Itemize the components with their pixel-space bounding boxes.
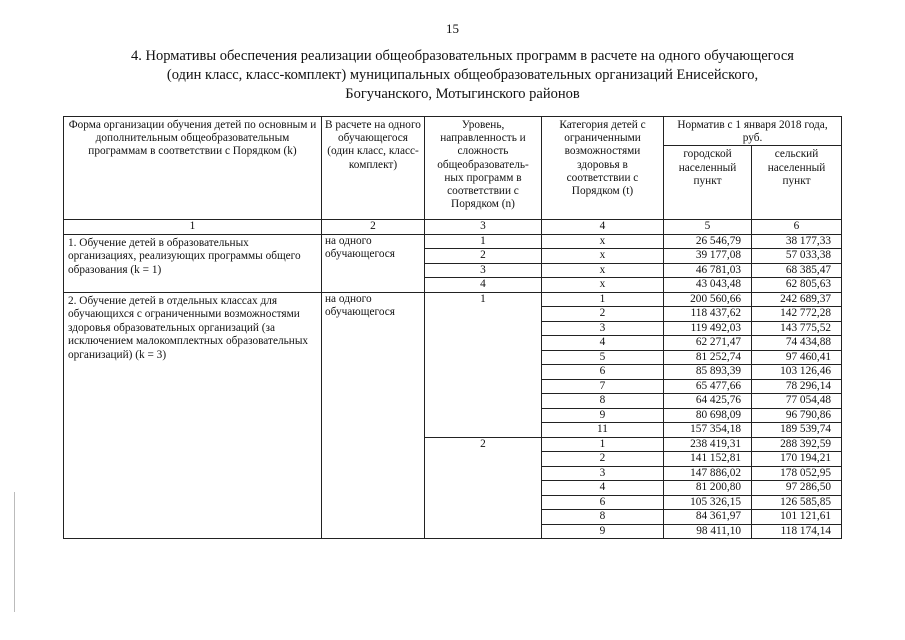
heading-line-2: (один класс, класс-комплект) муниципальных общеобразовательных организаций Енисейского, [166, 67, 759, 83]
rural-value: 62 805,63 [752, 278, 842, 293]
urban-value: 105 326,15 [664, 495, 752, 510]
urban-value: 118 437,62 [664, 307, 752, 322]
rural-value: 78 296,14 [752, 379, 842, 394]
heading-line-1: 4. Нормативы обеспечения реализации общеобразовательных программ в расчете на одного обучающегося [131, 48, 794, 64]
rural-value: 143 775,52 [752, 321, 842, 336]
urban-value: 119 492,03 [664, 321, 752, 336]
column-number: 6 [752, 220, 842, 235]
table-row [64, 292, 842, 307]
urban-value: 157 354,18 [664, 423, 752, 438]
rural-value: 103 126,46 [752, 365, 842, 380]
urban-value: 81 200,80 [664, 481, 752, 496]
urban-value: 64 425,76 [664, 394, 752, 409]
urban-value: 147 886,02 [664, 466, 752, 481]
rural-value: 142 772,28 [752, 307, 842, 322]
urban-value: 85 893,39 [664, 365, 752, 380]
header-urban: городской населенный пункт [664, 146, 752, 220]
rural-value: 126 585,85 [752, 495, 842, 510]
category-cell: x [542, 249, 664, 264]
category-cell: 5 [542, 350, 664, 365]
category-cell: 2 [542, 307, 664, 322]
urban-value: 238 419,31 [664, 437, 752, 452]
heading-line-3: Богучанского, Мотыгинского районов [345, 86, 580, 102]
urban-value: 26 546,79 [664, 234, 752, 249]
category-cell: 3 [542, 321, 664, 336]
rural-value: 101 121,61 [752, 510, 842, 525]
category-cell: 6 [542, 365, 664, 380]
urban-value: 39 177,08 [664, 249, 752, 264]
rural-value: 178 052,95 [752, 466, 842, 481]
urban-value: 65 477,66 [664, 379, 752, 394]
category-cell: x [542, 278, 664, 293]
scan-margin-line [14, 492, 15, 612]
category-cell: 4 [542, 481, 664, 496]
level-1-cell: 1 [425, 292, 542, 437]
rural-value: 74 434,88 [752, 336, 842, 351]
rural-value: 97 286,50 [752, 481, 842, 496]
column-number: 1 [64, 220, 322, 235]
category-cell: 2 [542, 452, 664, 467]
category-cell: 8 [542, 394, 664, 409]
section-2-per: на одного обучающегося [322, 292, 425, 539]
category-cell: 6 [542, 495, 664, 510]
level-2-cell: 2 [425, 437, 542, 539]
header-level: Уровень, направленность и сложность общеобразователь-ных программ в соответствии с Порядком (n) [425, 117, 542, 220]
urban-value: 46 781,03 [664, 263, 752, 278]
urban-value: 80 698,09 [664, 408, 752, 423]
category-cell: 9 [542, 408, 664, 423]
rural-value: 242 689,37 [752, 292, 842, 307]
rural-value: 288 392,59 [752, 437, 842, 452]
category-cell: x [542, 263, 664, 278]
urban-value: 84 361,97 [664, 510, 752, 525]
header-form: Форма организации обучения детей по основным и дополнительным общеобразовательным программам в соответствии с Порядком (k) [64, 117, 322, 220]
urban-value: 98 411,10 [664, 524, 752, 539]
urban-value: 141 152,81 [664, 452, 752, 467]
section-2-form: 2. Обучение детей в отдельных классах для обучающихся с ограниченными возможностями здоровья образовательных организаций (за исключением малокомплектных образовательных организаций) (k = 3) [64, 292, 322, 539]
level-cell: 1 [425, 234, 542, 249]
column-number: 3 [425, 220, 542, 235]
section-1-per: на одного обучающегося [322, 234, 425, 292]
header-category: Категория детей с ограниченными возможностями здоровья в соответствии с Порядком (t) [542, 117, 664, 220]
urban-value: 62 271,47 [664, 336, 752, 351]
category-cell: 7 [542, 379, 664, 394]
rural-value: 96 790,86 [752, 408, 842, 423]
section-1-rows [64, 234, 842, 292]
urban-value: 43 043,48 [664, 278, 752, 293]
category-cell: 9 [542, 524, 664, 539]
header-per: В расчете на одного обучающегося (один класс, класс-комплект) [322, 117, 425, 220]
table-row [64, 234, 842, 249]
rural-value: 57 033,38 [752, 249, 842, 264]
rural-value: 97 460,41 [752, 350, 842, 365]
category-cell: x [542, 234, 664, 249]
category-cell: 4 [542, 336, 664, 351]
rural-value: 189 539,74 [752, 423, 842, 438]
column-number: 4 [542, 220, 664, 235]
section-2-rows [64, 292, 842, 539]
category-cell: 11 [542, 423, 664, 438]
category-cell: 3 [542, 466, 664, 481]
urban-value: 200 560,66 [664, 292, 752, 307]
page-number: 15 [446, 21, 459, 36]
category-cell: 1 [542, 437, 664, 452]
section-heading [100, 47, 825, 104]
section-1-form: 1. Обучение детей в образовательных организациях, реализующих программы общего образования (k = 1) [64, 234, 322, 292]
rural-value: 170 194,21 [752, 452, 842, 467]
level-cell: 2 [425, 249, 542, 264]
header-rural: сельский населенный пункт [752, 146, 842, 220]
norms-table [63, 116, 842, 539]
header-norm: Норматив с 1 января 2018 года, руб. [664, 117, 842, 146]
column-number: 2 [322, 220, 425, 235]
rural-value: 68 385,47 [752, 263, 842, 278]
level-cell: 3 [425, 263, 542, 278]
table-header [64, 117, 842, 235]
column-number-row [64, 220, 842, 235]
column-number: 5 [664, 220, 752, 235]
category-cell: 1 [542, 292, 664, 307]
rural-value: 118 174,14 [752, 524, 842, 539]
category-cell: 8 [542, 510, 664, 525]
rural-value: 38 177,33 [752, 234, 842, 249]
level-cell: 4 [425, 278, 542, 293]
rural-value: 77 054,48 [752, 394, 842, 409]
urban-value: 81 252,74 [664, 350, 752, 365]
